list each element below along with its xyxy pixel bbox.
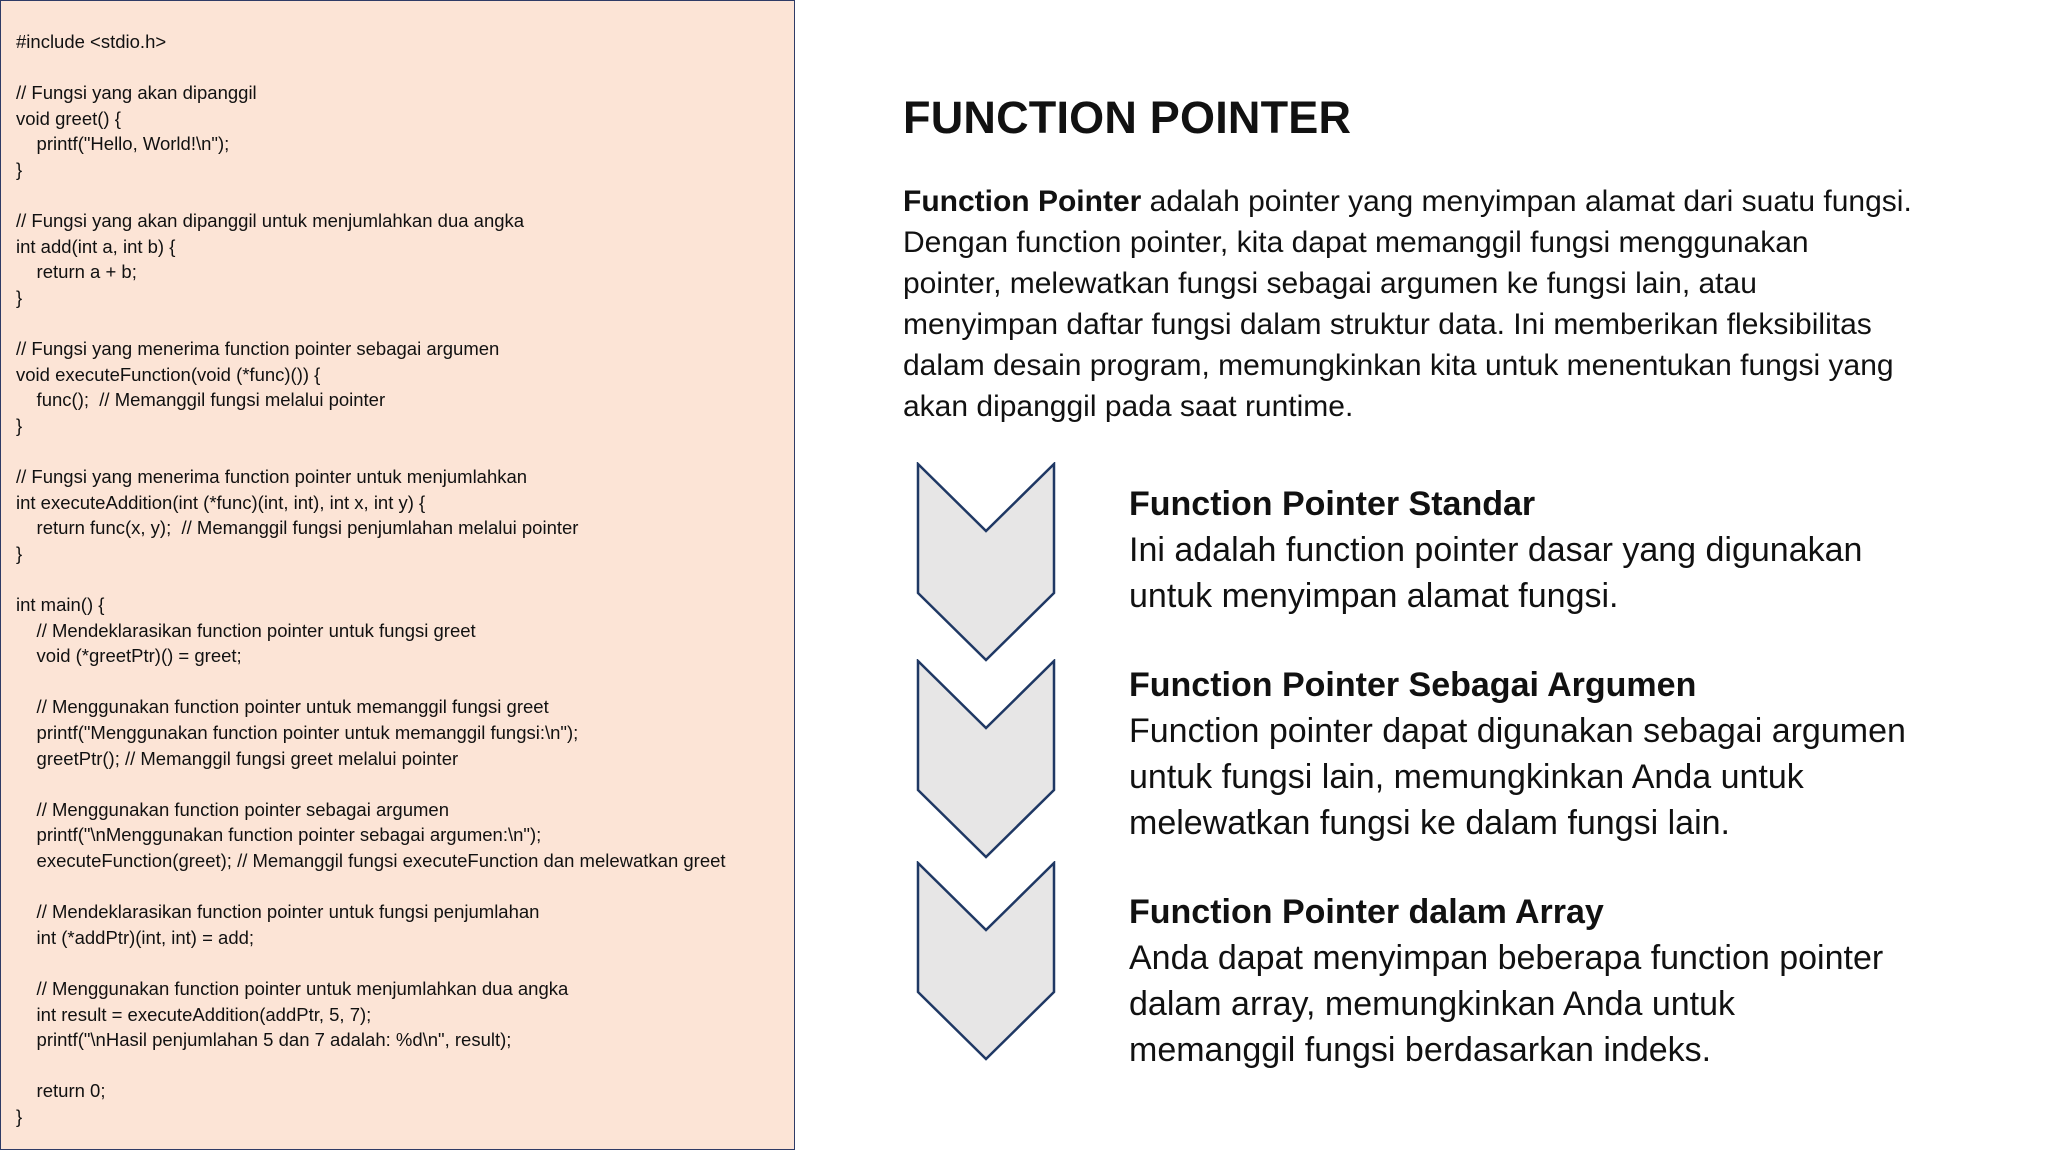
- intro-text: adalah pointer yang menyimpan alamat dari suatu fungsi. Dengan function pointer, kita dapat memanggil fungsi menggunakan pointer, melewatkan fungsi sebagai argumen ke fungsi lain, atau menyimpan daftar fungsi dalam struktur data. Ini memberikan fleksibilitas dalam desain program, memungkinkan kita untuk menentukan fungsi yang akan dipanggil pada saat runtime.: [903, 185, 1912, 423]
- intro-paragraph: [903, 181, 1913, 427]
- intro-term: Function Pointer: [903, 185, 1142, 218]
- item-title: Function Pointer dalam Array: [1129, 893, 1604, 931]
- code-panel: [0, 0, 795, 1150]
- item-title: Function Pointer Sebagai Argumen: [1129, 666, 1697, 704]
- list-item: [1129, 889, 1909, 1073]
- item-description: Anda dapat menyimpan beberapa function pointer dalam array, memungkinkan Anda untuk memanggil fungsi berdasarkan indeks.: [1129, 939, 1884, 1069]
- chevron-down-icon: [916, 462, 1056, 662]
- slide-title: FUNCTION POINTER: [903, 92, 1352, 143]
- list-item: [1129, 662, 1909, 846]
- item-description: Ini adalah function pointer dasar yang digunakan untuk menyimpan alamat fungsi.: [1129, 531, 1863, 615]
- item-description: Function pointer dapat digunakan sebagai argumen untuk fungsi lain, memungkinkan Anda untuk melewatkan fungsi ke dalam fungsi lain.: [1129, 712, 1906, 842]
- list-item: [1129, 481, 1909, 619]
- item-title: Function Pointer Standar: [1129, 485, 1536, 523]
- code-listing: #include <stdio.h> // Fungsi yang akan dipanggil void greet() { printf("Hello, World!\n"); } // Fungsi yang akan dipanggil untuk menjumlahkan dua angka int add(int a, int b) { return a + b; } // Fungsi yang menerima function pointer sebagai argumen void executeFunction(void (*func)()) { func(); // Memanggil fungsi melalui pointer } // Fungsi yang menerima function pointer untuk menjumlahkan int executeAddition(int (*func)(int, int), int x, int y) { return func(x, y); // Memanggil fungsi penjumlahan melalui pointer } int main() { // Mendeklarasikan function pointer untuk fungsi greet void (*greetPtr)() = greet; // Menggunakan function pointer untuk memanggil fungsi greet printf("Menggunakan function pointer untuk memanggil fungsi:\n"); greetPtr(); // Memanggil fungsi greet melalui pointer // Menggunakan function pointer sebagai argumen printf("\nMenggunakan function pointer sebagai argumen:\n"); executeFunction(greet); // Memanggil fungsi executeFunction dan melewatkan greet // Mendeklarasikan function pointer untuk fungsi penjumlahan int (*addPtr)(int, int) = add; // Menggunakan function pointer untuk menjumlahkan dua angka int result = executeAddition(addPtr, 5, 7); printf("\nHasil penjumlahan 5 dan 7 adalah: %d\n", result); return 0; }: [16, 31, 726, 1127]
- chevron-down-icon: [916, 659, 1056, 859]
- chevron-down-icon: [916, 861, 1056, 1061]
